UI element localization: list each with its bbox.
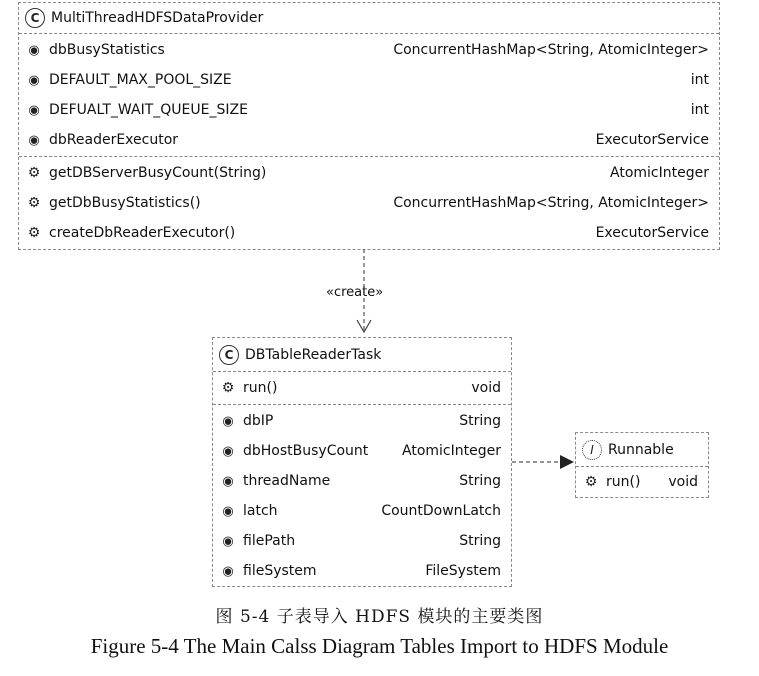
field-name: dbBusyStatistics	[49, 42, 165, 58]
caption-english: Figure 5-4 The Main Calss Diagram Tables Import to HDFS Module	[90, 634, 669, 658]
create-stereotype-label: «create»	[326, 285, 384, 300]
method-type: ExecutorService	[595, 225, 709, 241]
field-icon	[25, 41, 43, 59]
field-name: DEFAULT_MAX_POOL_SIZE	[49, 72, 232, 88]
method-name: run()	[606, 474, 641, 490]
task-field-row	[213, 436, 511, 466]
method-type: ConcurrentHashMap<String, AtomicInteger>	[393, 195, 709, 211]
task-field-row	[213, 556, 511, 586]
runnable-header	[576, 435, 708, 465]
field-icon	[219, 532, 237, 550]
task-class-box	[212, 337, 512, 587]
method-name: getDbBusyStatistics()	[49, 195, 201, 211]
field-icon	[219, 472, 237, 490]
field-name: filePath	[243, 533, 296, 549]
field-icon	[25, 131, 43, 149]
method-icon	[25, 224, 43, 242]
field-name: dbReaderExecutor	[49, 132, 179, 148]
task-header-divider	[213, 371, 511, 372]
provider-header-divider	[19, 33, 719, 34]
field-icon	[219, 412, 237, 430]
task-header	[213, 340, 511, 370]
create-arrowhead	[357, 320, 371, 332]
field-type: FileSystem	[425, 563, 501, 579]
task-methods-divider	[213, 404, 511, 405]
field-name: latch	[243, 503, 278, 519]
field-name: dbIP	[243, 413, 274, 429]
field-type: CountDownLatch	[381, 503, 501, 519]
field-name: dbHostBusyCount	[243, 443, 369, 459]
provider-method-row	[19, 158, 719, 188]
field-type: AtomicInteger	[402, 443, 501, 459]
provider-method-row	[19, 188, 719, 218]
method-icon	[582, 473, 600, 491]
provider-class-box	[18, 2, 720, 250]
provider-field-row	[19, 95, 719, 125]
field-type: ExecutorService	[595, 132, 709, 148]
runnable-name: Runnable	[608, 442, 674, 458]
field-type: int	[690, 72, 709, 88]
field-type: int	[690, 102, 709, 118]
method-icon	[219, 379, 237, 397]
provider-header	[19, 3, 719, 33]
field-icon	[219, 562, 237, 580]
task-class-name: DBTableReaderTask	[245, 347, 382, 363]
task-field-row	[213, 496, 511, 526]
interface-icon: I	[582, 440, 602, 460]
field-icon	[25, 101, 43, 119]
field-name: fileSystem	[243, 563, 317, 579]
runnable-interface-box	[575, 432, 709, 498]
task-field-row	[213, 466, 511, 496]
method-type: AtomicInteger	[610, 165, 709, 181]
field-type: String	[459, 473, 501, 489]
task-method-row	[213, 373, 511, 403]
class-icon: C	[25, 8, 45, 28]
field-type: ConcurrentHashMap<String, AtomicInteger>	[393, 42, 709, 58]
runnable-method-row	[576, 467, 708, 497]
field-type: String	[459, 533, 501, 549]
field-icon	[25, 71, 43, 89]
realization-arrowhead	[560, 455, 574, 469]
provider-field-row	[19, 65, 719, 95]
provider-field-row	[19, 125, 719, 155]
caption-chinese: 图 5-4 子表导入 HDFS 模块的主要类图	[215, 607, 544, 627]
task-field-row	[213, 406, 511, 436]
task-field-row	[213, 526, 511, 556]
field-name: DEFUALT_WAIT_QUEUE_SIZE	[49, 102, 248, 118]
class-icon: C	[219, 345, 239, 365]
method-type: void	[471, 380, 501, 396]
field-icon	[219, 502, 237, 520]
method-name: run()	[243, 380, 278, 396]
field-type: String	[459, 413, 501, 429]
field-icon	[219, 442, 237, 460]
provider-method-row	[19, 218, 719, 248]
method-type: void	[668, 474, 698, 490]
method-name: getDBServerBusyCount(String)	[49, 165, 267, 181]
method-name: createDbReaderExecutor()	[49, 225, 236, 241]
provider-class-name: MultiThreadHDFSDataProvider	[51, 10, 264, 26]
method-icon	[25, 194, 43, 212]
field-name: threadName	[243, 473, 331, 489]
provider-field-row	[19, 35, 719, 65]
provider-fields-divider	[19, 156, 719, 157]
method-icon	[25, 164, 43, 182]
